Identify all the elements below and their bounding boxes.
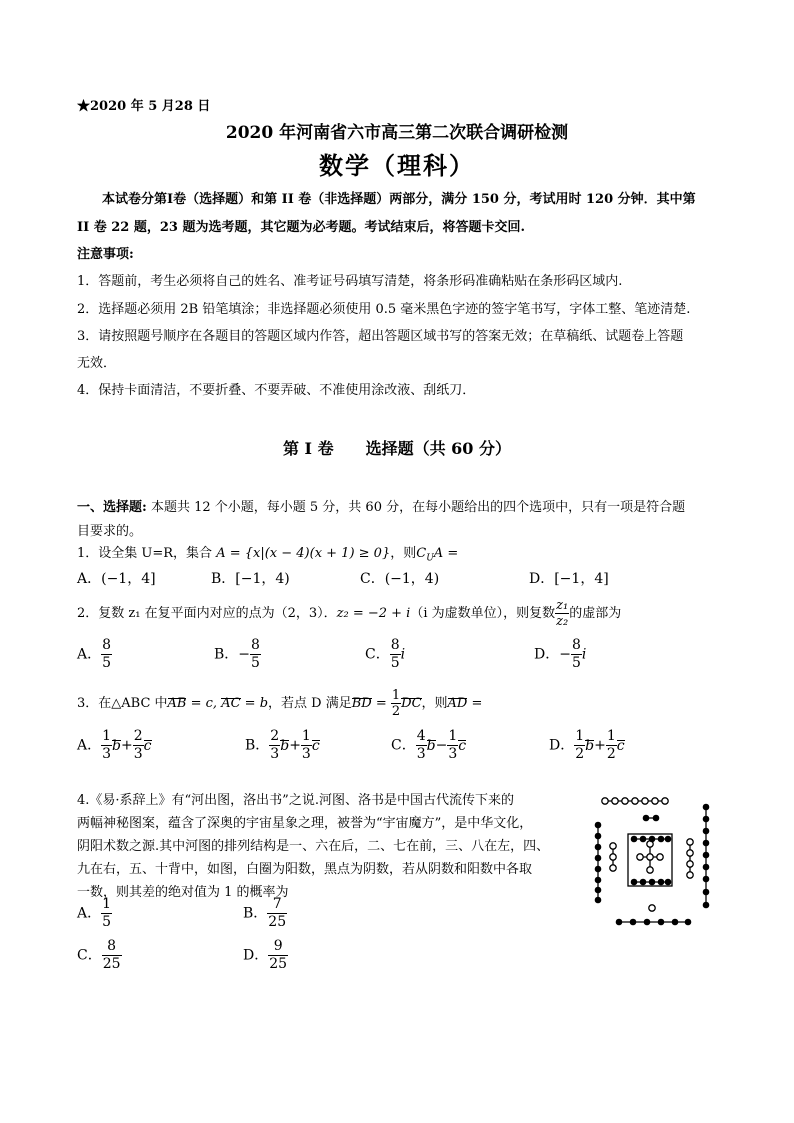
q4-option-b [243,896,287,931]
q4-line-2: 两幅神秘图案，蕴含了深奥的宇宙星象之理，被誉为“宇宙魔方”，是中华文化， [77,816,533,831]
q4-b-den: 25 [268,914,287,930]
q3-c-v2: c [458,737,467,754]
q3-half-num: 1 [391,688,401,703]
q4-option-a [77,896,112,931]
note-item-3b: 无效． [77,356,117,371]
q4-option-c [77,938,122,973]
q3-eq1: = c, [186,696,222,711]
q3-b-n2: 1 [301,728,311,744]
q2-c-tail: i [400,646,406,663]
hetu-figure [588,796,722,938]
q2-fraction [555,598,569,629]
part1-desc-line-2: 目要求的。 [77,524,143,539]
q1-option-a: A．(−1，4] [77,571,156,587]
q2-option-b [214,637,261,672]
q3-a-frac2 [133,728,144,763]
hetu-white-circles [602,798,693,911]
q4-d-frac [268,938,288,973]
part1-label: 一、选择题: [77,500,147,515]
q3-b-frac1 [269,728,280,763]
q1-option-d: D．[−1，4] [529,571,609,587]
q3-c-n2: 1 [448,728,458,744]
q2-z2: z₂ = −2 + i [336,606,411,621]
q3-c-frac1 [416,728,427,763]
q2-frac-den: z₂ [556,614,569,629]
q2-b-label: B．− [214,646,251,663]
q3-d-label: D． [549,737,575,754]
q2-b-den: 5 [251,655,260,671]
note-item-2: 2．选择题必须用 2B 铅笔填涂；非选择题必须使用 0.5 毫米黑色字迹的签字笔书写，字体工整、笔迹清楚. [77,302,691,317]
q3-b-n1: 2 [270,728,280,744]
intro-line-2: II 卷 22 题，23 题为选考题，其它题为必考题。考试结束后，将答题卡交回. [77,220,525,235]
q1-option-c: C．(−1，4) [360,571,440,587]
q2-pre: 2．复数 z₁ 在复平面内对应的点为（2，3）． [77,606,337,621]
q1-set: A = {x|(x − 4)(x + 1) ≥ 0} [216,546,391,561]
q1-comp-sub: U [426,553,434,564]
q3-c-label: C． [391,737,416,754]
q3-vec-ad: AD [447,696,468,711]
q1-post: ，则 [390,546,417,561]
q2-d-den: 5 [571,655,581,671]
q3-a-n2: 2 [133,728,143,744]
q1-comp-tail: A = [433,546,459,561]
q2-a-num: 8 [102,637,112,653]
q3-a-v1: b [112,737,122,754]
q1-stem [77,542,458,564]
q3-a-d2: 3 [133,746,143,762]
q3-a-n1: 1 [102,728,112,744]
q2-d-frac [571,637,582,672]
q3-b-d1: 3 [270,746,280,762]
q3-mid: ，若点 D 满足 [268,696,352,711]
exam-subject: 数学（理科） [319,151,475,180]
hetu-diagram [588,796,722,938]
q2-c-label: C． [365,646,390,663]
q4-c-num: 8 [107,938,117,954]
q3-d-op: + [594,737,606,754]
q3-option-b [245,728,320,763]
q2-b-num: 8 [251,637,260,653]
q3-c-d2: 3 [448,746,458,762]
q3-option-c [391,728,466,763]
q3-vec-ac: AC [221,696,241,711]
q3-pre: 3．在△ABC 中 [77,696,168,711]
q4-line-3: 阴阳术数之源.其中河图的排列结构是一、六在后，二、七在前，三、八在左，四、 [77,839,550,854]
q2-option-a [77,637,112,672]
q3-c-op: − [435,737,448,754]
notes-heading: 注意事项: [77,247,134,262]
q2-mid: （i 为虚数单位），则复数 [410,606,556,621]
q3-d-frac2 [606,728,617,763]
q3-b-op: + [289,737,301,754]
q4-a-label: A． [77,905,102,922]
q3-b-v2: c [311,737,320,754]
q3-eq3: = [371,696,391,711]
q2-option-c [365,637,405,672]
q2-d-num: 8 [571,637,581,653]
q3-a-d1: 3 [102,746,112,762]
q4-a-frac [101,896,112,931]
q2-option-d [534,637,586,672]
q4-line-5: 一数，则其差的绝对值为 1 的概率为 [77,885,289,900]
q3-vec-dc: DC [401,696,422,711]
q4-option-d [243,938,288,973]
q2-frac-num: z₁ [556,598,569,613]
q3-d-d1: 2 [575,746,585,762]
q4-line-1: 4.《易·系辞上》有“河出图，洛出书”之说.河图、洛书是中国古代流传下来的 [77,793,514,808]
q3-half-den: 2 [391,704,401,719]
q3-eq2: = b [240,696,269,711]
q3-b-v1: b [280,737,290,754]
q3-d-frac1 [574,728,585,763]
q4-b-num: 7 [272,896,282,912]
note-item-1: 1．答题前，考生必须将自己的姓名、准考证号码填写清楚，将条形码准确粘贴在条形码区域内. [77,274,623,289]
q2-b-frac [250,637,261,672]
q3-a-op: + [121,737,133,754]
q3-stem [77,688,482,719]
q3-d-n1: 1 [575,728,585,744]
q2-a-label: A． [77,646,102,663]
q2-c-den: 5 [390,655,400,671]
q3-half [391,688,401,719]
q3-d-d2: 2 [606,746,616,762]
q3-b-label: B． [245,737,270,754]
exam-date: ★2020 年 5 月28 日 [77,99,211,114]
q4-c-label: C． [77,947,102,964]
q3-c-frac2 [447,728,458,763]
q3-b-d2: 3 [301,746,311,762]
q4-d-label: D． [243,947,269,964]
q1-option-b: B．[−1，4) [211,571,290,587]
q2-c-frac [390,637,401,672]
part1-desc-line-1 [77,496,685,515]
q3-a-frac1 [101,728,112,763]
q3-c-n1: 4 [416,728,426,744]
q3-c-v1: b [426,737,436,754]
q4-b-frac [267,896,287,931]
intro-line-1: 本试卷分第Ⅰ卷（选择题）和第 II 卷（非选择题）两部分，满分 150 分，考试用时 120 分钟．其中第 [102,192,696,207]
q3-d-v1: b [585,737,595,754]
q4-c-frac [102,938,122,973]
q4-line-4: 九在右，五、十背中，如图，白圈为阳数，黑点为阴数，若从阴数和阳数中各取 [77,862,533,877]
q1-comp: C [416,546,427,561]
q4-a-num: 1 [102,896,112,912]
part1-desc: 本题共 12 个小题，每小题 5 分，共 60 分，在每小题给出的四个选项中，只有一项是符合题 [146,500,686,515]
q4-d-den: 25 [269,956,288,972]
q3-mid2: ，则 [421,696,448,711]
q3-d-n2: 1 [606,728,616,744]
q3-vec-bd: BD [351,696,372,711]
q3-option-a [77,728,152,763]
q4-a-den: 5 [102,914,112,930]
q3-vec-ab: AB [167,696,187,711]
q2-a-frac [101,637,112,672]
q1-pre: 1．设全集 U=R，集合 [77,546,217,561]
exam-title: 2020 年河南省六市高三第二次联合调研检测 [225,123,569,143]
q2-post: 的虚部为 [569,606,622,621]
note-item-4: 4．保持卡面清洁，不要折叠、不要弄破、不准使用涂改液、刮纸刀． [77,383,476,398]
q3-a-label: A． [77,737,102,754]
q4-d-num: 9 [273,938,283,954]
q2-stem [77,598,621,629]
q2-d-tail: i [581,646,587,663]
q4-b-label: B． [243,905,268,922]
q2-a-den: 5 [102,655,112,671]
q3-option-d [549,728,625,763]
q2-d-label: D．− [534,646,571,663]
q3-eq4: = [467,696,483,711]
section-title: 第 I 卷 选择题（共 60 分） [282,439,512,458]
q4-c-den: 25 [102,956,121,972]
q3-d-v2: c [616,737,625,754]
note-item-3a: 3．请按照题号顺序在各题目的答题区域内作答，超出答题区域书写的答案无效；在草稿纸、试题卷上答题 [77,329,684,344]
q3-a-v2: c [143,737,152,754]
q3-c-d1: 3 [416,746,426,762]
q2-c-num: 8 [390,637,400,653]
q3-b-frac2 [301,728,312,763]
